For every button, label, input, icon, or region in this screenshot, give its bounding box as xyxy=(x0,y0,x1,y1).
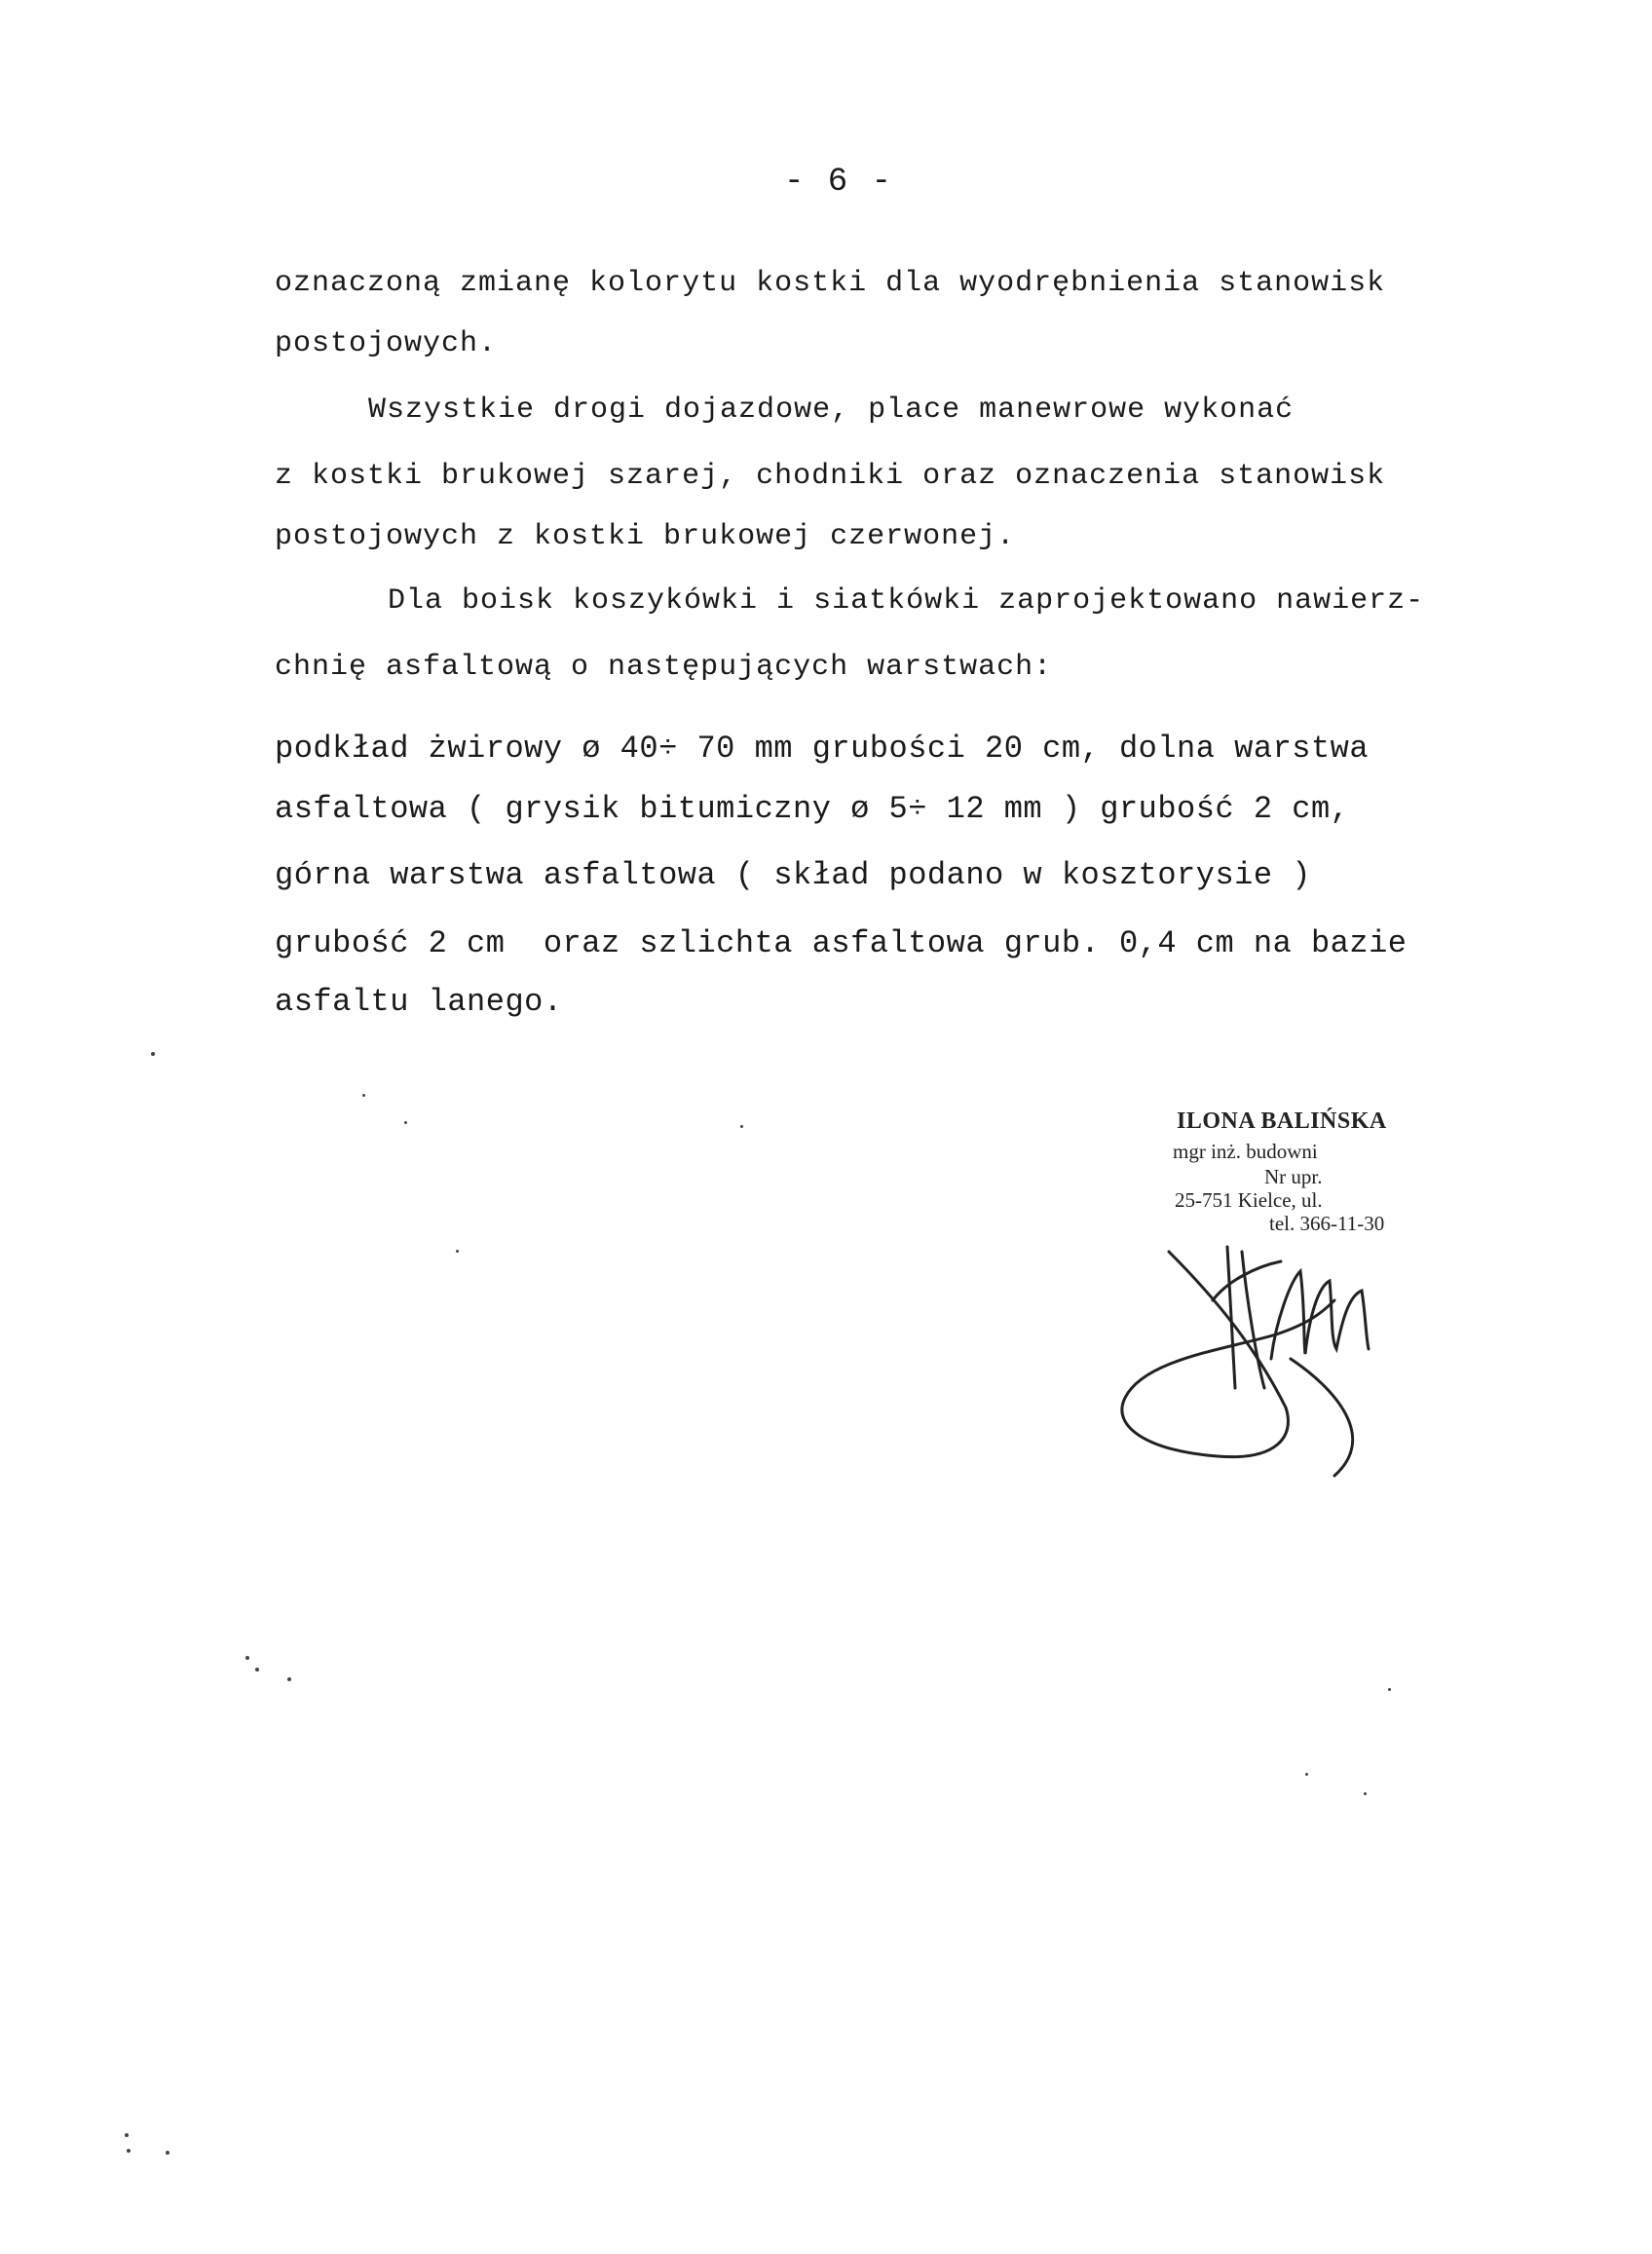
scan-speck xyxy=(287,1677,291,1681)
scan-speck xyxy=(1388,1688,1391,1691)
body-line-6: Dla boisk koszykówki i siatkówki zaprojektowano nawierz- xyxy=(388,584,1425,618)
body-line-5: postojowych z kostki brukowej czerwonej. xyxy=(275,520,1016,553)
body-line-2: postojowych. xyxy=(275,327,498,360)
scan-speck xyxy=(245,1656,249,1660)
page-number: - 6 - xyxy=(784,164,894,201)
stamp-phone: tel. 366-11-30 xyxy=(1269,1212,1385,1235)
scan-speck xyxy=(740,1125,743,1128)
body-line-10: górna warstwa asfaltowa ( skład podano w kosztorysie ) xyxy=(275,857,1311,893)
handwritten-signature xyxy=(1110,1242,1432,1485)
stamp-license: Nr upr. xyxy=(1264,1165,1323,1188)
scan-speck xyxy=(456,1250,459,1253)
scan-speck xyxy=(362,1094,365,1097)
scan-speck xyxy=(404,1121,407,1124)
scan-speck xyxy=(125,2133,129,2137)
body-line-8: podkład żwirowy ø 40÷ 70 mm grubości 20 cm, dolna warstwa xyxy=(275,731,1370,767)
stamp-title: mgr inż. budowni xyxy=(1173,1140,1318,1163)
body-line-11: grubość 2 cm oraz szlichta asfaltowa grub. 0,4 cm na bazie xyxy=(275,925,1408,961)
scan-speck xyxy=(151,1052,155,1056)
scan-speck xyxy=(1305,1773,1308,1776)
body-line-4: z kostki brukowej szarej, chodniki oraz oznaczenia stanowisk xyxy=(275,460,1386,493)
stamp-name: ILONA BALIŃSKA xyxy=(1177,1108,1387,1134)
scan-speck xyxy=(166,2151,169,2155)
body-line-12: asfaltu lanego. xyxy=(275,984,563,1020)
stamp-address: 25-751 Kielce, ul. xyxy=(1175,1188,1323,1212)
body-line-7: chnię asfaltową o następujących warstwach: xyxy=(275,651,1053,684)
body-line-3: Wszystkie drogi dojazdowe, place manewrowe wykonać xyxy=(368,394,1295,427)
scan-speck xyxy=(255,1668,259,1672)
scan-speck xyxy=(127,2149,131,2153)
scan-speck xyxy=(1364,1792,1367,1795)
body-line-1: oznaczoną zmianę kolorytu kostki dla wyodrębnienia stanowisk xyxy=(275,267,1386,300)
body-line-9: asfaltowa ( grysik bitumiczny ø 5÷ 12 mm ) grubość 2 cm, xyxy=(275,791,1350,827)
